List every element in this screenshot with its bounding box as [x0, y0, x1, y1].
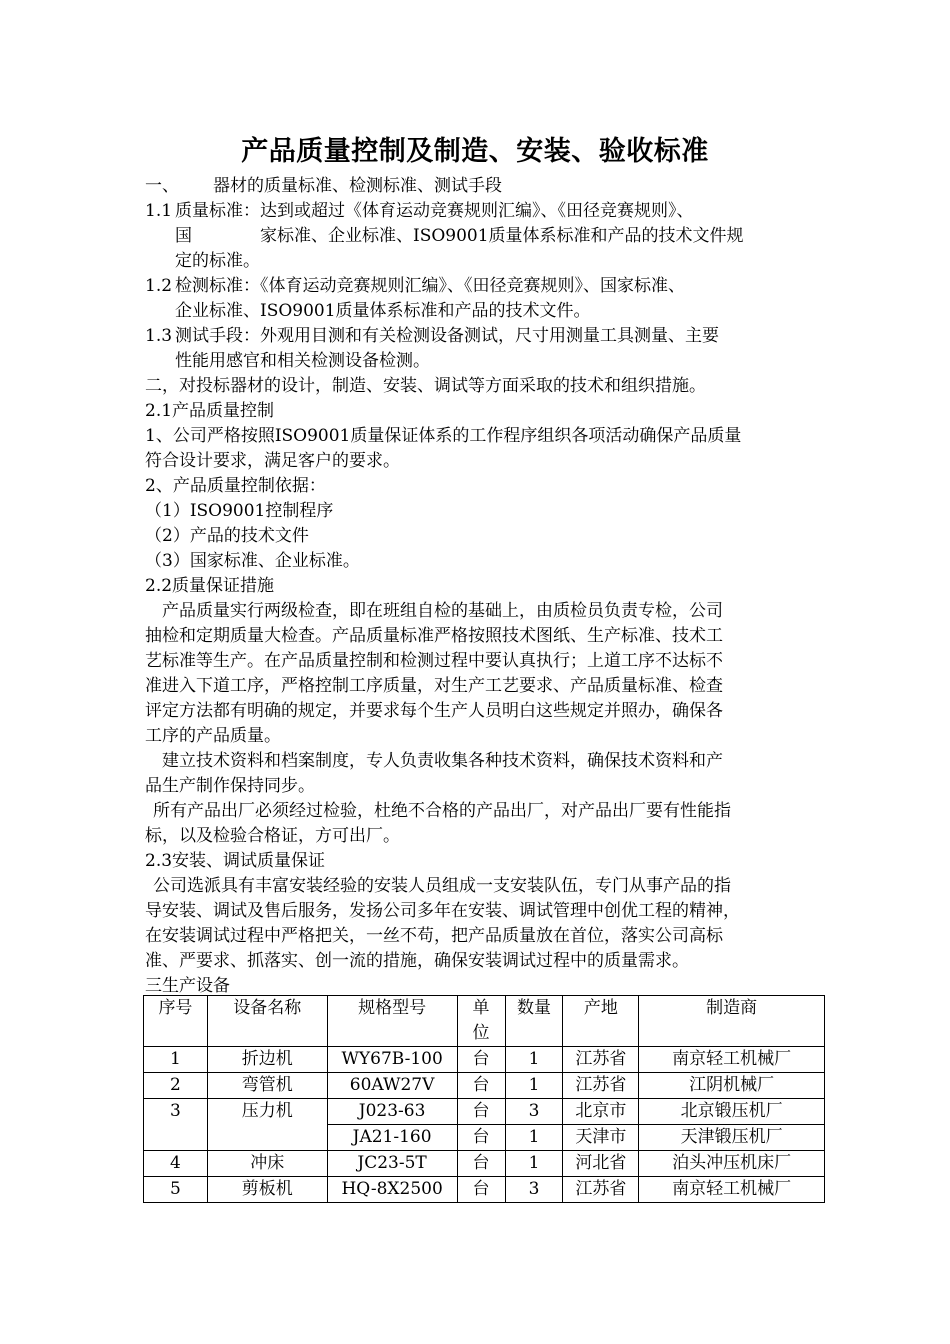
table-cell: 江苏省: [563, 1047, 639, 1073]
paragraph: 抽检和定期质量大检查。产品质量标准严格按照技术图纸、生产标准、技术工: [145, 626, 723, 646]
paragraph: 导安装、调试及售后服务，发扬公司多年在安装、调试管理中创优工程的精神，: [145, 901, 740, 921]
table-cell: 南京轻工机械厂: [639, 1177, 825, 1203]
table-header-cell: 设备名称: [207, 996, 327, 1047]
table-cell: 台: [457, 1073, 505, 1099]
paragraph: 在安装调试过程中严格把关，一丝不苟，把产品质量放在首位，落实公司高标: [145, 926, 723, 946]
clause-1-3: 1.3 测试手段：外观用目测和有关检测设备测试，尺寸用测量工具测量、主要 性能用感官和相关检测设备检测。: [145, 326, 719, 371]
table-cell: 江苏省: [563, 1177, 639, 1203]
paragraph: 符合设计要求，满足客户的要求。: [145, 451, 400, 471]
table-cell: 江苏省: [563, 1073, 639, 1099]
paragraph: 准进入下道工序，严格控制工序质量，对生产工艺要求、产品质量标准、检查: [145, 676, 723, 696]
table-cell: 1: [505, 1125, 563, 1151]
paragraph: 1、公司严格按照ISO9001质量保证体系的工作程序组织各项活动确保产品质量: [145, 426, 742, 446]
table-cell: 60AW27V: [327, 1073, 457, 1099]
subsection-2-3: 2.3安装、调试质量保证: [145, 851, 326, 871]
table-header-cell: 产地: [563, 996, 639, 1047]
table-cell: 折边机: [207, 1047, 327, 1073]
table-cell: 1: [505, 1151, 563, 1177]
list-item: （3）国家标准、企业标准。: [145, 551, 360, 571]
table-cell: J023-63: [327, 1099, 457, 1125]
list-item: （2）产品的技术文件: [145, 526, 309, 546]
table-cell: 天津市: [563, 1125, 639, 1151]
section-2-heading: 二，对投标器材的设计，制造、安装、调试等方面采取的技术和组织措施。: [145, 376, 706, 396]
table-cell: 1: [505, 1073, 563, 1099]
table-cell: 压力机: [207, 1099, 327, 1151]
paragraph: 品生产制作保持同步。: [145, 776, 315, 796]
table-cell: 台: [457, 1177, 505, 1203]
table-header-cell: 序号: [144, 996, 208, 1047]
table-cell: 弯管机: [207, 1073, 327, 1099]
clause-1-2: 1.2 检测标准：《体育运动竞赛规则汇编》、《田径竞赛规则》、国家标准、 企业标准、ISO9001质量体系标准和产品的技术文件。: [145, 276, 685, 321]
paragraph: 所有产品出厂必须经过检验，杜绝不合格的产品出厂，对产品出厂要有性能指: [153, 801, 731, 821]
table-cell: 3: [505, 1177, 563, 1203]
paragraph: 2、产品质量控制依据：: [145, 476, 326, 496]
paragraph: 工序的产品质量。: [145, 726, 281, 746]
table-header-row: [144, 996, 825, 1047]
table-header-cell: 制造商: [639, 996, 825, 1047]
table-cell: 1: [144, 1047, 208, 1073]
paragraph: 艺标准等生产。在产品质量控制和检测过程中要认真执行；上道工序不达标不: [145, 651, 723, 671]
table-cell: JC23-5T: [327, 1151, 457, 1177]
table-row: [144, 1099, 825, 1125]
table-cell: JA21-160: [327, 1125, 457, 1151]
table-header-cell: 单位: [457, 996, 505, 1047]
table-cell: 4: [144, 1151, 208, 1177]
table-cell: 北京市: [563, 1099, 639, 1125]
table-cell: 天津锻压机厂: [639, 1125, 825, 1151]
table-cell: 1: [505, 1047, 563, 1073]
paragraph: 准、严要求、抓落实、创一流的措施，确保安装调试过程中的质量需求。: [145, 951, 689, 971]
table-cell: 剪板机: [207, 1177, 327, 1203]
table-row: [144, 1073, 825, 1099]
table-header-cell: 数量: [505, 996, 563, 1047]
table-cell: 冲床: [207, 1151, 327, 1177]
table-row: [144, 1151, 825, 1177]
table-cell: 3: [144, 1099, 208, 1151]
table-cell: WY67B-100: [327, 1047, 457, 1073]
equipment-table: [143, 995, 825, 1203]
table-cell: 河北省: [563, 1151, 639, 1177]
subsection-2-1: 2.1产品质量控制: [145, 401, 275, 421]
table-row: [144, 1177, 825, 1203]
list-item: （1）ISO9001控制程序: [145, 501, 334, 521]
section-3-heading: 三生产设备: [145, 976, 230, 996]
table-cell: 南京轻工机械厂: [639, 1047, 825, 1073]
table-cell: 3: [505, 1099, 563, 1125]
paragraph: 标，以及检验合格证，方可出厂。: [145, 826, 400, 846]
table-cell: 台: [457, 1151, 505, 1177]
section-1-heading: 一、 器材的质量标准、检测标准、测试手段: [145, 176, 502, 196]
table-cell: 泊头冲压机床厂: [639, 1151, 825, 1177]
table-cell: 2: [144, 1073, 208, 1099]
paragraph: 评定方法都有明确的规定，并要求每个生产人员明白这些规定并照办，确保各: [145, 701, 723, 721]
table-cell: 江阴机械厂: [639, 1073, 825, 1099]
table-cell: 台: [457, 1125, 505, 1151]
table-row: [144, 1047, 825, 1073]
clause-1-1: 1.1 质量标准：达到或超过《体育运动竞赛规则汇编》、《田径竞赛规则》、 国 家标准、企业标准、ISO9001质量体系标准和产品的技术文件规 定的标准。: [145, 201, 744, 271]
paragraph: 建立技术资料和档案制度，专人负责收集各种技术资料，确保技术资料和产: [162, 751, 723, 771]
subsection-2-2: 2.2质量保证措施: [145, 576, 275, 596]
table-cell: 5: [144, 1177, 208, 1203]
document-body: [145, 174, 815, 999]
table-cell: 北京锻压机厂: [639, 1099, 825, 1125]
table-cell: 台: [457, 1047, 505, 1073]
paragraph: 公司选派具有丰富安装经验的安装人员组成一支安装队伍，专门从事产品的指: [153, 876, 731, 896]
table-header-cell: 规格型号: [327, 996, 457, 1047]
document-title: 产品质量控制及制造、安装、验收标准: [241, 136, 709, 167]
table-cell: 台: [457, 1099, 505, 1125]
table-cell: HQ-8X2500: [327, 1177, 457, 1203]
paragraph: 产品质量实行两级检查，即在班组自检的基础上，由质检员负责专检，公司: [162, 601, 723, 621]
